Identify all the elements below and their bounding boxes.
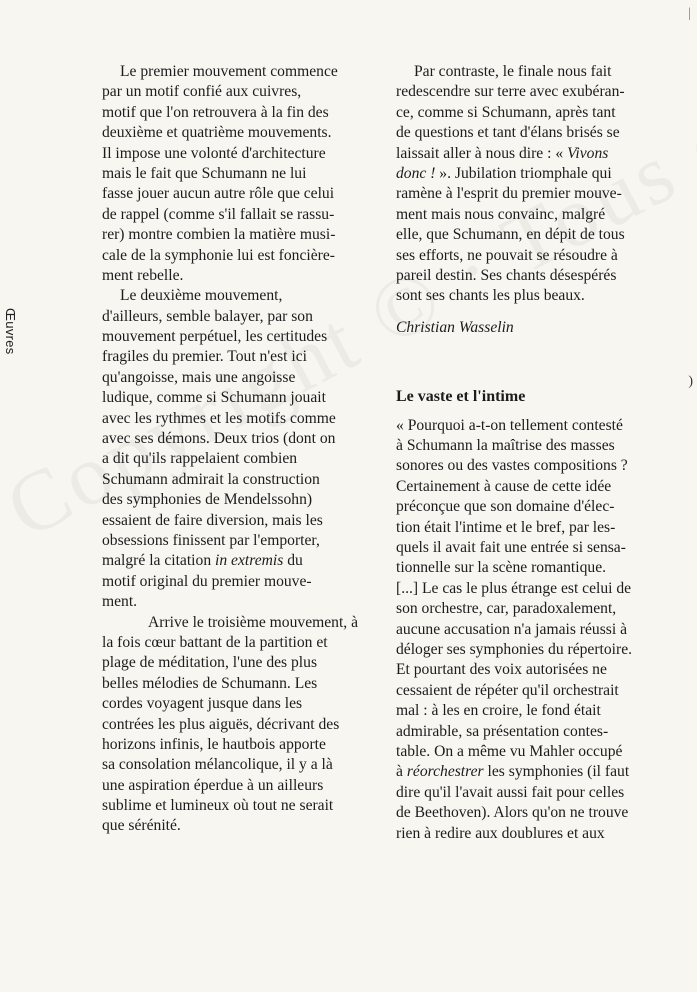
finale-paragraph <box>396 62 678 307</box>
section-side-label: Œuvres <box>3 308 18 355</box>
text-line: Il impose une volonté d'architecture <box>102 144 326 162</box>
text-line: avec les rythmes et les motifs comme <box>102 409 336 427</box>
text-line: par un motif confié aux cuivres, <box>102 83 302 101</box>
text-line: son orchestre, car, paradoxalement, <box>396 600 617 618</box>
text-line: des symphonies de Mendelssohn) <box>102 491 313 509</box>
margin-mark: ) <box>688 374 693 389</box>
text-line: fragiles du premier. Tout n'est ici <box>102 348 307 366</box>
text-line: que sérénité. <box>102 817 181 835</box>
text-line: fasse jouer aucun autre rôle que celui <box>102 185 335 203</box>
text-line: ludique, comme si Schumann jouait <box>102 389 326 407</box>
text-line: « Pourquoi a-t-on tellement contesté <box>396 416 623 434</box>
text-line: une aspiration éperdue à un ailleurs <box>102 776 324 794</box>
text-line: préconçue que son domaine d'élec- <box>396 498 615 516</box>
text-line: ses efforts, ne pouvait se résoudre à <box>396 246 618 264</box>
text-line: essaient de faire diversion, mais les <box>102 511 323 529</box>
text-line: motif original du premier mouve- <box>102 572 312 590</box>
text-line: quels il avait fait une entrée si sensa- <box>396 539 626 557</box>
text-line: à Schumann la maîtrise des masses <box>396 437 615 455</box>
right-text-column <box>396 62 678 844</box>
text-line: dire qu'il l'avait aussi fait pour celles <box>396 783 625 801</box>
text-line: avec ses démons. Deux trios (dont on <box>102 430 336 448</box>
text-line: table. On a même vu Mahler occupé <box>396 742 623 760</box>
text-line: Par contraste, le finale nous fait <box>414 63 612 80</box>
section-body-text <box>396 416 678 844</box>
text-line: ramène à l'esprit du premier mouve- <box>396 185 622 203</box>
text-line: sont ses chants les plus beaux. <box>396 287 585 305</box>
text-line: a dit qu'ils rappelaient combien <box>102 450 298 468</box>
text-line: rien à redire aux doublures et aux <box>396 824 605 842</box>
text-line: malgré la citation in extremis du <box>102 552 303 570</box>
text-line: contrées les plus aiguës, décrivant des <box>102 715 340 733</box>
text-line: Le premier mouvement commence <box>120 63 338 80</box>
text-line: cale de la symphonie lui est foncière- <box>102 246 335 264</box>
text-line: ment mais nous convainc, malgré <box>396 205 606 223</box>
text-line: deuxième et quatrième mouvements. <box>102 124 332 142</box>
italic-phrase: donc ! <box>396 164 436 182</box>
text-line: rer) montre combien la matière musi- <box>102 226 336 244</box>
text-line: mal : à les en croire, le fond était <box>396 702 601 720</box>
text-line: motif que l'on retrouvera à la fin des <box>102 103 329 121</box>
italic-phrase: réorchestrer <box>406 763 484 781</box>
text-line: admirable, sa présentation contes- <box>396 722 609 740</box>
italic-phrase: Vivons <box>567 144 609 162</box>
text-line: horizons infinis, le hautbois apporte <box>102 735 326 753</box>
left-text-column <box>102 62 382 837</box>
text-line: sonores ou des vastes compositions ? <box>396 457 628 475</box>
text-line: mouvement perpétuel, les certitudes <box>102 328 328 346</box>
text-line: sublime et lumineux où tout ne serait <box>102 797 334 815</box>
text-line: ment rebelle. <box>102 266 184 284</box>
text-line: obsessions finissent par l'emporter, <box>102 531 320 549</box>
text-line: de rappel (comme s'il fallait se rassu- <box>102 205 335 223</box>
text-line: à réorchestrer les symphonies (il faut <box>396 763 630 781</box>
text-line: [...] Le cas le plus étrange est celui de <box>396 579 632 597</box>
corner-mark: | <box>688 6 691 21</box>
text-line: de Beethoven). Alors qu'on ne trouve <box>396 804 629 822</box>
text-line: d'ailleurs, semble balayer, par son <box>102 307 313 325</box>
text-line: cessaient de répéter qu'il orchestrait <box>396 681 619 699</box>
text-line: Le deuxième mouvement, <box>120 287 283 305</box>
text-line: ce, comme si Schumann, après tant <box>396 103 616 121</box>
text-line: aucune accusation n'a jamais réussi à <box>396 620 627 638</box>
text-line: Et pourtant des voix autorisées ne <box>396 661 607 679</box>
text-line: ment. <box>102 593 138 611</box>
text-line: tionnelle sur la scène romantique. <box>396 559 607 577</box>
text-line: Schumann admirait la construction <box>102 470 320 488</box>
section-heading: Le vaste et l'intime <box>396 387 526 405</box>
text-line: la fois cœur battant de la partition et <box>102 633 328 651</box>
text-line: cordes voyagent jusque dans les <box>102 695 303 713</box>
text-line: Certainement à cause de cette idée <box>396 477 612 495</box>
text-line: donc ! ». Jubilation triomphale qui <box>396 164 612 182</box>
text-line: pareil destin. Ses chants désespérés <box>396 266 617 284</box>
author-signature: Christian Wasselin <box>396 318 514 336</box>
text-line: mais le fait que Schumann ne lui <box>102 164 307 182</box>
text-line: qu'angoisse, mais une angoisse <box>102 368 296 386</box>
text-line: sa consolation mélancolique, il y a là <box>102 756 333 774</box>
text-line: tion était l'intime et le bref, par les- <box>396 518 616 536</box>
text-line: plage de méditation, l'une des plus <box>102 654 318 672</box>
text-line: elle, que Schumann, en dépit de tous <box>396 226 625 244</box>
text-line: déloger ses symphonies du répertoire. <box>396 640 633 658</box>
text-line: laissait aller à nous dire : « Vivons <box>396 144 609 162</box>
text-line: redescendre sur terre avec exubéran- <box>396 83 625 101</box>
text-line: Arrive le troisième mouvement, à <box>148 613 359 631</box>
italic-phrase: in extremis <box>215 552 284 570</box>
text-line: de questions et tant d'élans brisés se <box>396 124 620 142</box>
text-line: belles mélodies de Schumann. Les <box>102 674 318 692</box>
